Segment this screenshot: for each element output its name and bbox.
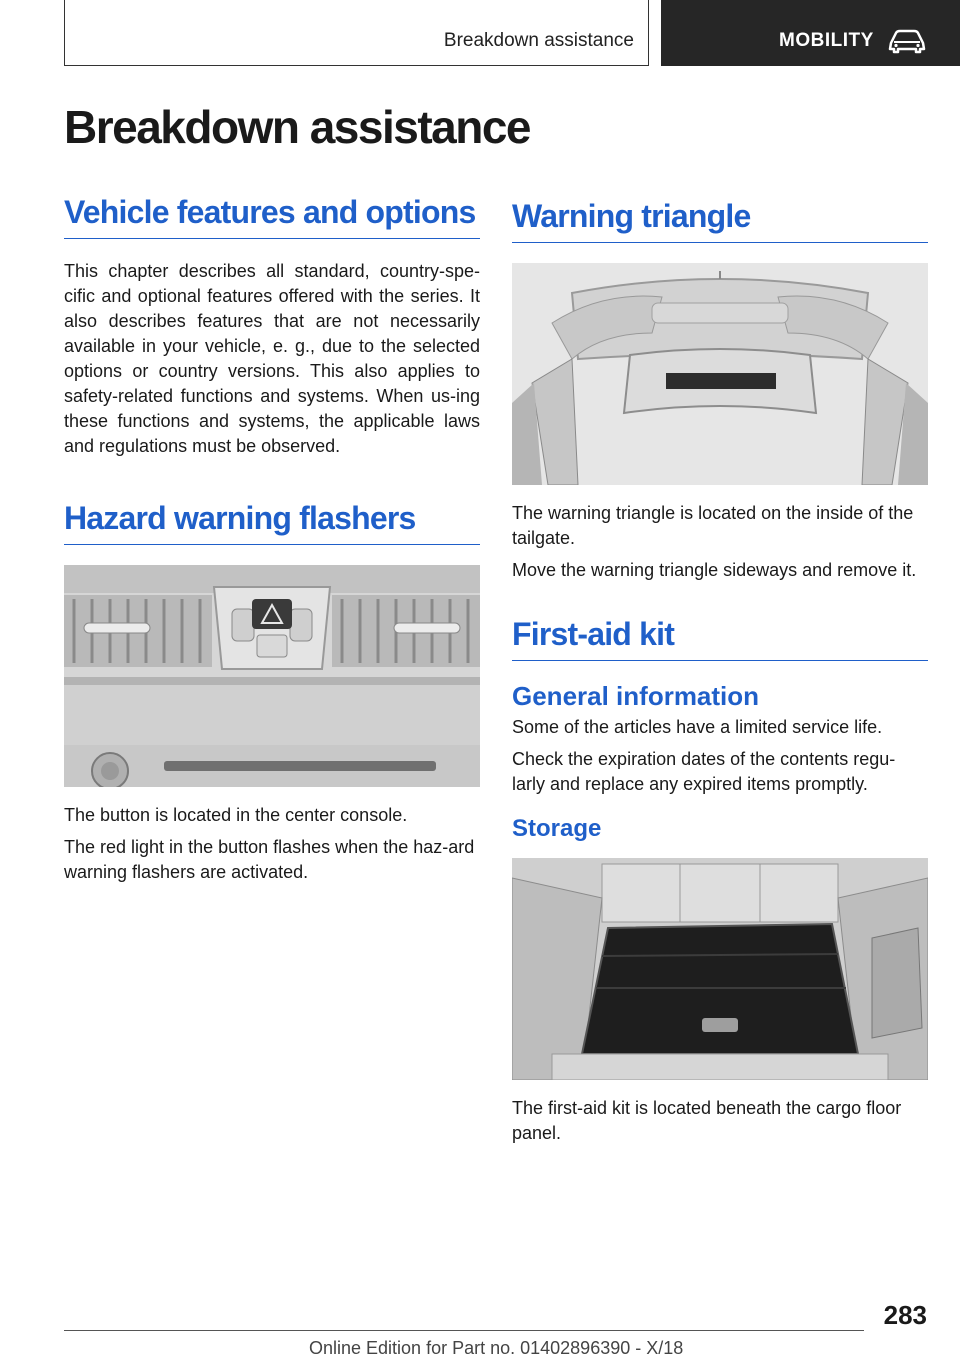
triangle-paragraph-2: Move the warning triangle sideways and remove it. [512,560,917,580]
storage-heading: Storage [512,815,602,842]
general-information-heading: General information [512,681,760,711]
warning-triangle-heading: Warning triangle [512,194,928,243]
left-column [64,194,480,892]
cargo-floor-illustration [512,858,928,1080]
vehicle-features-heading: Vehicle features and options [64,194,480,239]
right-column [512,194,928,1153]
hazard-button-illustration [64,565,480,787]
first-aid-heading: First-aid kit [512,616,928,661]
vehicle-features-paragraph: This chapter describes all standard, country-spe-cific and optional features offered with the series. It also describes features that are not necessarily available in your vehicle, e. g., due to the selected options or country versions. This also applies to safety-related functions and systems. When us-ing these functions and systems, the applicable laws and regulations must be observed. [64,261,480,456]
general-paragraph-2: Check the expiration dates of the contents regu-larly and replace any expired items promptly. [512,749,896,794]
page-number: 283 [883,1300,927,1330]
general-paragraph-1: Some of the articles have a limited service life. [512,717,883,737]
triangle-paragraph-1: The warning triangle is located on the inside of the tailgate. [512,503,914,548]
page-title: Breakdown assistance [64,101,531,153]
footer-divider [64,1330,864,1331]
car-icon [887,28,927,54]
header-chapter-box [661,0,960,66]
header-section-box [64,0,649,66]
tailgate-illustration [512,263,928,485]
header-chapter-label: MOBILITY [779,30,874,51]
header-section-title: Breakdown assistance [443,30,634,51]
storage-paragraph-1: The first-aid kit is located beneath the cargo floor panel. [512,1098,902,1143]
hazard-paragraph-2: The red light in the button flashes when the haz-ard warning flashers are activated. [64,837,475,882]
hazard-paragraph-1: The button is located in the center console. [64,805,408,825]
footer-edition: Online Edition for Part no. 01402896390 - X/18 [309,1338,684,1358]
hazard-heading: Hazard warning flashers [64,500,480,545]
